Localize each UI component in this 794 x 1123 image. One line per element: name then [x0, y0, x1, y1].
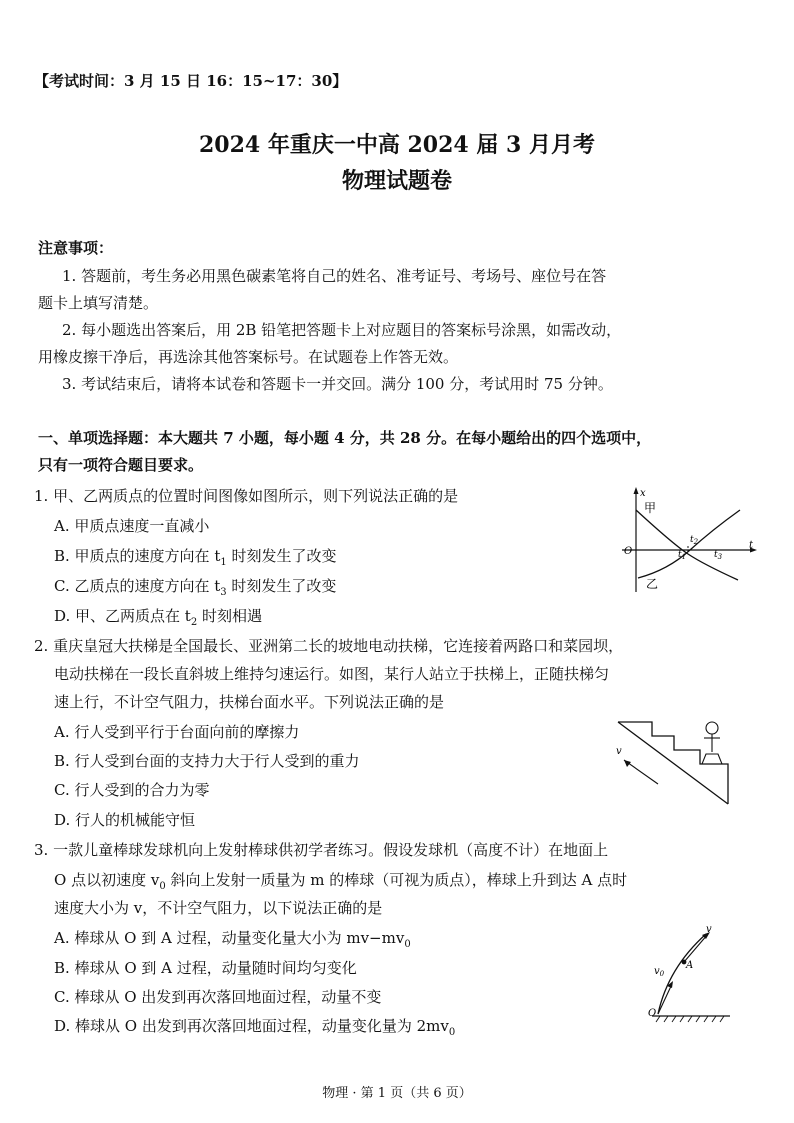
- q3-option-c: C. 棒球从 O 出发到再次落回地面过程，动量不变: [54, 988, 382, 1006]
- q3-option-d: D. 棒球从 O 出发到再次落回地面过程，动量变化量为 $2mv_0$: [54, 1017, 456, 1038]
- q3-stem-1: 3. 一款儿童棒球发球机向上发射棒球供初学者练习。假设发球机（高度不计）在地面上: [34, 841, 609, 859]
- exam-time: 【考试时间：3 月 15 日 16：15~17：30】: [34, 72, 348, 90]
- q3-option-a: A. 棒球从 O 到 A 过程，动量变化量大小为 $mv-mv_0$: [54, 929, 411, 950]
- t-axis-label: t: [749, 540, 754, 551]
- x-axis-label: x: [640, 488, 646, 499]
- t2-label: $t_2$: [690, 535, 699, 546]
- q2-stem-3: 速上行，不计空气阻力，扶梯台面水平。下列说法正确的是: [54, 693, 445, 711]
- point-a-label: A: [686, 960, 694, 971]
- page-subtitle: 物理试题卷: [341, 168, 452, 194]
- q1-option-b: B. 甲质点的速度方向在 $t_1$ 时刻发生了改变: [54, 547, 337, 568]
- page-footer: 物理 · 第 1 页（共 6 页）: [322, 1086, 472, 1101]
- q2-escalator-figure: [610, 714, 736, 808]
- section-1-heading: 一、单项选择题：本大题共 7 小题，每小题 4 分，共 28 分。在每小题给出的四个选项中，: [38, 429, 652, 447]
- q2-option-b: B. 行人受到台面的支持力大于行人受到的重力: [54, 752, 360, 770]
- curve-jia-label: 甲: [644, 501, 657, 515]
- q1-stem: 1. 甲、乙两质点的位置时间图像如图所示，则下列说法正确的是: [34, 487, 459, 505]
- velocity-label: v: [616, 746, 622, 757]
- note-3: 3. 考试结束后，请将本试卷和答题卡一并交回。满分 100 分，考试用时 75 分钟。: [62, 375, 613, 393]
- point-o-label: O: [648, 1008, 657, 1019]
- notes-heading: 注意事项：: [38, 239, 114, 257]
- curve-yi-label: 乙: [646, 577, 659, 591]
- q3-option-b: B. 棒球从 O 到 A 过程，动量随时间均匀变化: [54, 959, 357, 977]
- note-2a: 2. 每小题选出答案后，用 2B 铅笔把答题卡上对应题目的答案标号涂黑，如需改动，: [62, 321, 622, 339]
- t1-label: $t_1$: [678, 550, 687, 561]
- q2-option-c: C. 行人受到的合力为零: [54, 781, 210, 799]
- section-1-heading-2: 只有一项符合题目要求。: [38, 456, 204, 474]
- q1-option-a: A. 甲质点速度一直减小: [54, 517, 210, 535]
- origin-label: O: [624, 546, 633, 557]
- q1-option-c: C. 乙质点的速度方向在 $t_3$ 时刻发生了改变: [54, 577, 337, 598]
- q3-stem-2: O 点以初速度 $v_0$ 斜向上发射一质量为 m 的棒球（可视为质点），棒球上升到达 A 点时: [54, 871, 628, 892]
- q1-option-d: D. 甲、乙两质点在 $t_2$ 时刻相遇: [54, 607, 262, 628]
- v0-label: $v_0$: [654, 966, 665, 978]
- q2-option-a: A. 行人受到平行于台面向前的摩擦力: [54, 723, 300, 741]
- q2-option-d: D. 行人的机械能守恒: [54, 811, 196, 829]
- q1-xt-graph: [618, 484, 758, 596]
- note-1a: 1. 答题前，考生务必用黑色碳素笔将自己的姓名、准考证号、考场号、座位号在答: [62, 267, 607, 285]
- q3-trajectory-figure: [646, 920, 736, 1024]
- q2-stem-2: 电动扶梯在一段长直斜坡上维持匀速运行。如图，某行人站立于扶梯上，正随扶梯匀: [54, 665, 610, 683]
- note-2b: 用橡皮擦干净后，再选涂其他答案标号。在试题卷上作答无效。: [38, 348, 459, 366]
- note-1b: 题卡上填写清楚。: [38, 294, 159, 312]
- q2-stem-1: 2. 重庆皇冠大扶梯是全国最长、亚洲第二长的坡地电动扶梯，它连接着两路口和菜园坝，: [34, 637, 624, 655]
- v-label: v: [706, 924, 712, 935]
- page-title: 2024 年重庆一中高 2024 届 3 月月考: [198, 132, 596, 158]
- q3-stem-3: 速度大小为 v，不计空气阻力，以下说法正确的是: [54, 899, 383, 917]
- t3-label: $t_3$: [714, 550, 723, 561]
